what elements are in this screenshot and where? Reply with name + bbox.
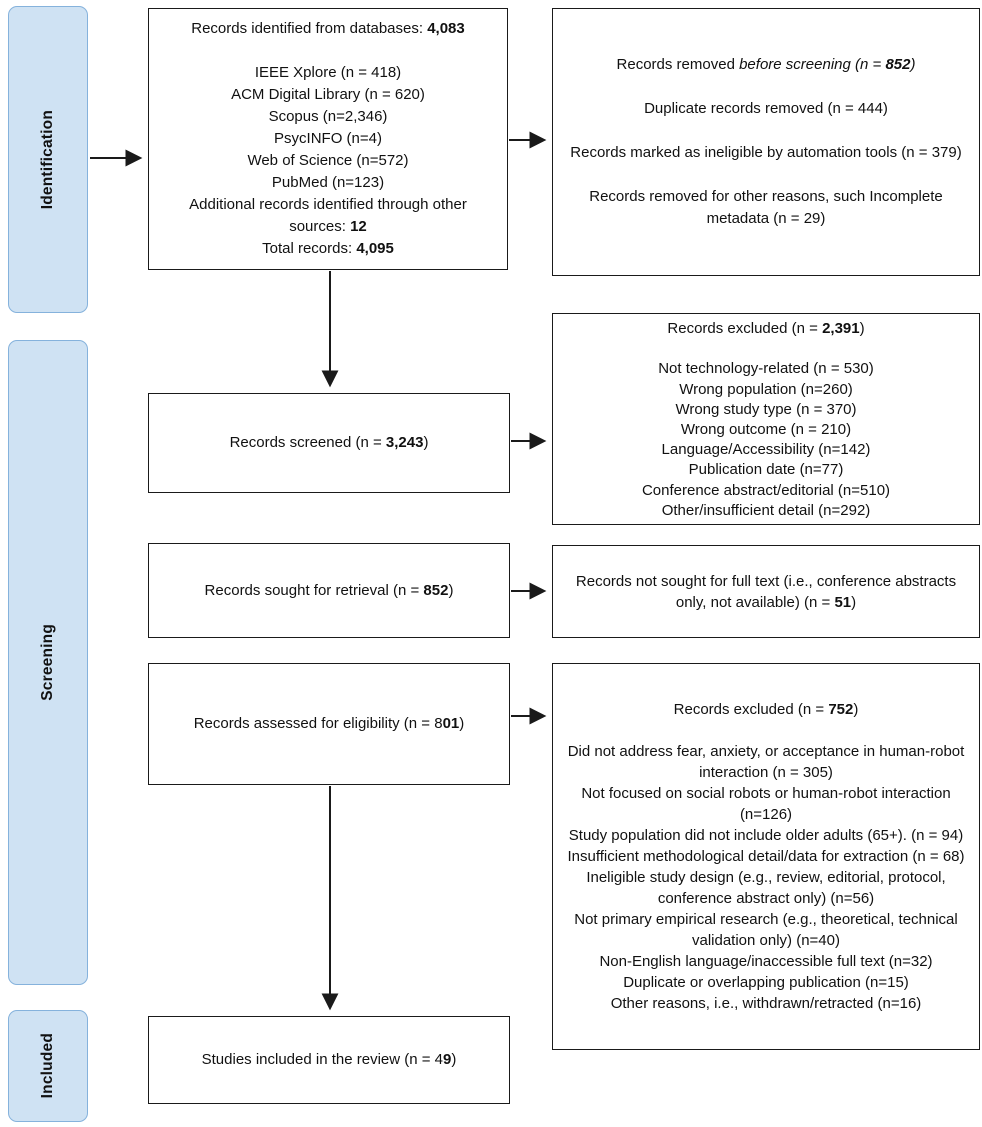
- stage-bar-included: [8, 1010, 88, 1122]
- box-line: [565, 459, 967, 479]
- text-run: ): [859, 319, 865, 337]
- box-records-excluded-eligibility: [552, 663, 980, 1050]
- box-line: [565, 419, 967, 439]
- text-run: Scopus (n=2,346): [268, 108, 388, 125]
- text-run: Records screened (n =: [229, 434, 386, 451]
- text-run: Records excluded (n =: [673, 701, 829, 718]
- text-run: Ineligible study design (e.g., review, editorial, protocol, conference abstract only) (n=56): [586, 869, 946, 907]
- text-run: Wrong population (n=260): [679, 380, 853, 398]
- box-line: [161, 150, 495, 172]
- text-run: Conference abstract/editorial (n=510): [641, 481, 891, 499]
- text-run: Duplicate records removed (n = 444): [644, 100, 888, 117]
- box-records-not-sought: [552, 545, 980, 638]
- text-run: Non-English language/inaccessible full text (n=32): [599, 953, 933, 970]
- text-run: ): [459, 715, 465, 732]
- box-records-excluded-screening: [552, 313, 980, 525]
- box-line: [161, 713, 497, 735]
- box-line: [563, 846, 969, 867]
- text-run: Additional records identified through other sources:: [189, 196, 467, 235]
- text-run: IEEE Xplore (n = 418): [254, 64, 402, 81]
- text-run: Insufficient methodological detail/data for extraction (n = 68): [567, 848, 965, 865]
- text-run: Language/Accessibility (n=142): [661, 441, 871, 459]
- stage-label-included: Included: [39, 1033, 56, 1099]
- box-line: [161, 18, 495, 40]
- box-line: [161, 40, 495, 62]
- text-run: Records not sought for full text (i.e., conference abstracts only, not available) (n =: [575, 572, 957, 611]
- box-line: [565, 142, 967, 164]
- text-run: Records removed: [616, 56, 740, 73]
- box-line: [563, 783, 969, 825]
- stage-label-screening: Screening: [39, 624, 56, 701]
- text-run: Records excluded (n =: [667, 319, 823, 337]
- box-studies-included: [148, 1016, 510, 1104]
- text-run: Web of Science (n=572): [247, 152, 409, 169]
- text-run: PubMed (n=123): [271, 174, 385, 191]
- box-line: [563, 972, 969, 993]
- box-line: [565, 439, 967, 459]
- box-line: [565, 76, 967, 98]
- box-line: [565, 500, 967, 520]
- text-run: Wrong study type (n = 370): [675, 400, 857, 418]
- text-run: Other reasons, i.e., withdrawn/retracted (n=16): [610, 995, 922, 1012]
- text-run: Records sought for retrieval (n =: [204, 581, 424, 599]
- box-records-removed-before-screening: [552, 8, 980, 276]
- text-run: Records assessed for eligibility (n = 8: [193, 715, 443, 732]
- text-run: Not focused on social robots or human-robot interaction (n=126): [581, 785, 951, 823]
- text-run: 752: [828, 701, 854, 718]
- box-records-identified: [148, 8, 508, 270]
- box-line: [161, 1049, 497, 1071]
- box-line: [565, 54, 967, 76]
- stage-bar-identification: [8, 6, 88, 313]
- text-run: Studies included in the review (n = 4: [201, 1051, 444, 1068]
- box-line: [563, 951, 969, 972]
- text-run: 51: [834, 593, 852, 611]
- box-line: [565, 98, 967, 120]
- text-run: Total records:: [262, 240, 357, 257]
- text-run: ): [451, 1051, 457, 1068]
- text-run: Not technology-related (n = 530): [658, 360, 874, 378]
- text-run: Wrong outcome (n = 210): [680, 421, 852, 438]
- text-run: ): [851, 593, 857, 611]
- box-line: [565, 399, 967, 419]
- text-run: ): [853, 701, 859, 718]
- box-line: [563, 741, 969, 783]
- text-run: 01: [442, 715, 460, 732]
- text-run: 9: [443, 1051, 452, 1068]
- text-run: ACM Digital Library (n = 620): [231, 86, 425, 103]
- box-line: [565, 318, 967, 338]
- box-line: [161, 238, 495, 260]
- text-run: ): [448, 581, 454, 599]
- text-run: Records identified from databases:: [191, 20, 428, 37]
- box-line: [161, 106, 495, 128]
- stage-bar-screening: [8, 340, 88, 985]
- box-line: [565, 480, 967, 500]
- stage-label-identification: Identification: [39, 109, 56, 210]
- text-run: 3,243: [385, 434, 424, 451]
- box-line: [161, 194, 495, 238]
- box-line: [565, 186, 967, 230]
- text-run: Not primary empirical research (e.g., theoretical, technical validation only) (n=40): [574, 911, 958, 949]
- text-run: Duplicate or overlapping publication (n=15): [623, 974, 909, 991]
- text-run: ): [423, 434, 429, 451]
- box-line: [563, 993, 969, 1014]
- text-run: Records marked as ineligible by automation tools (n = 379): [570, 144, 962, 161]
- box-records-screened: [148, 393, 510, 493]
- text-run: 2,391: [822, 319, 860, 337]
- box-line: [565, 379, 967, 399]
- box-line: [161, 580, 497, 602]
- text-run: Records removed for other reasons, such Incomplete metadata (n = 29): [589, 188, 943, 227]
- box-line: [563, 720, 969, 741]
- box-line: [563, 909, 969, 951]
- box-line: [161, 128, 495, 150]
- text-run: Other/insufficient detail (n=292): [661, 501, 871, 519]
- text-run: Did not address fear, anxiety, or acceptance in human-robot interaction (n = 305): [567, 743, 965, 781]
- text-run: 852: [885, 56, 911, 73]
- box-line: [563, 825, 969, 846]
- text-run: PsycINFO (n=4): [274, 130, 382, 147]
- box-line: [161, 172, 495, 194]
- box-line: [161, 84, 495, 106]
- box-line: [161, 62, 495, 84]
- box-line: [563, 699, 969, 720]
- box-line: [565, 571, 967, 613]
- box-line: [565, 338, 967, 358]
- box-line: [563, 867, 969, 909]
- box-line: [565, 120, 967, 142]
- text-run: 12: [350, 218, 367, 235]
- box-line: [565, 358, 967, 378]
- text-run: before screening (n =: [739, 56, 886, 73]
- box-records-sought: [148, 543, 510, 638]
- text-run: 852: [423, 581, 449, 599]
- box-records-assessed: [148, 663, 510, 785]
- text-run: ): [910, 56, 916, 73]
- text-run: 4,095: [356, 240, 394, 257]
- text-run: 4,083: [427, 20, 465, 37]
- box-line: [565, 164, 967, 186]
- box-line: [161, 432, 497, 454]
- text-run: Publication date (n=77): [688, 461, 844, 479]
- text-run: Study population did not include older adults (65+). (n = 94): [568, 827, 964, 844]
